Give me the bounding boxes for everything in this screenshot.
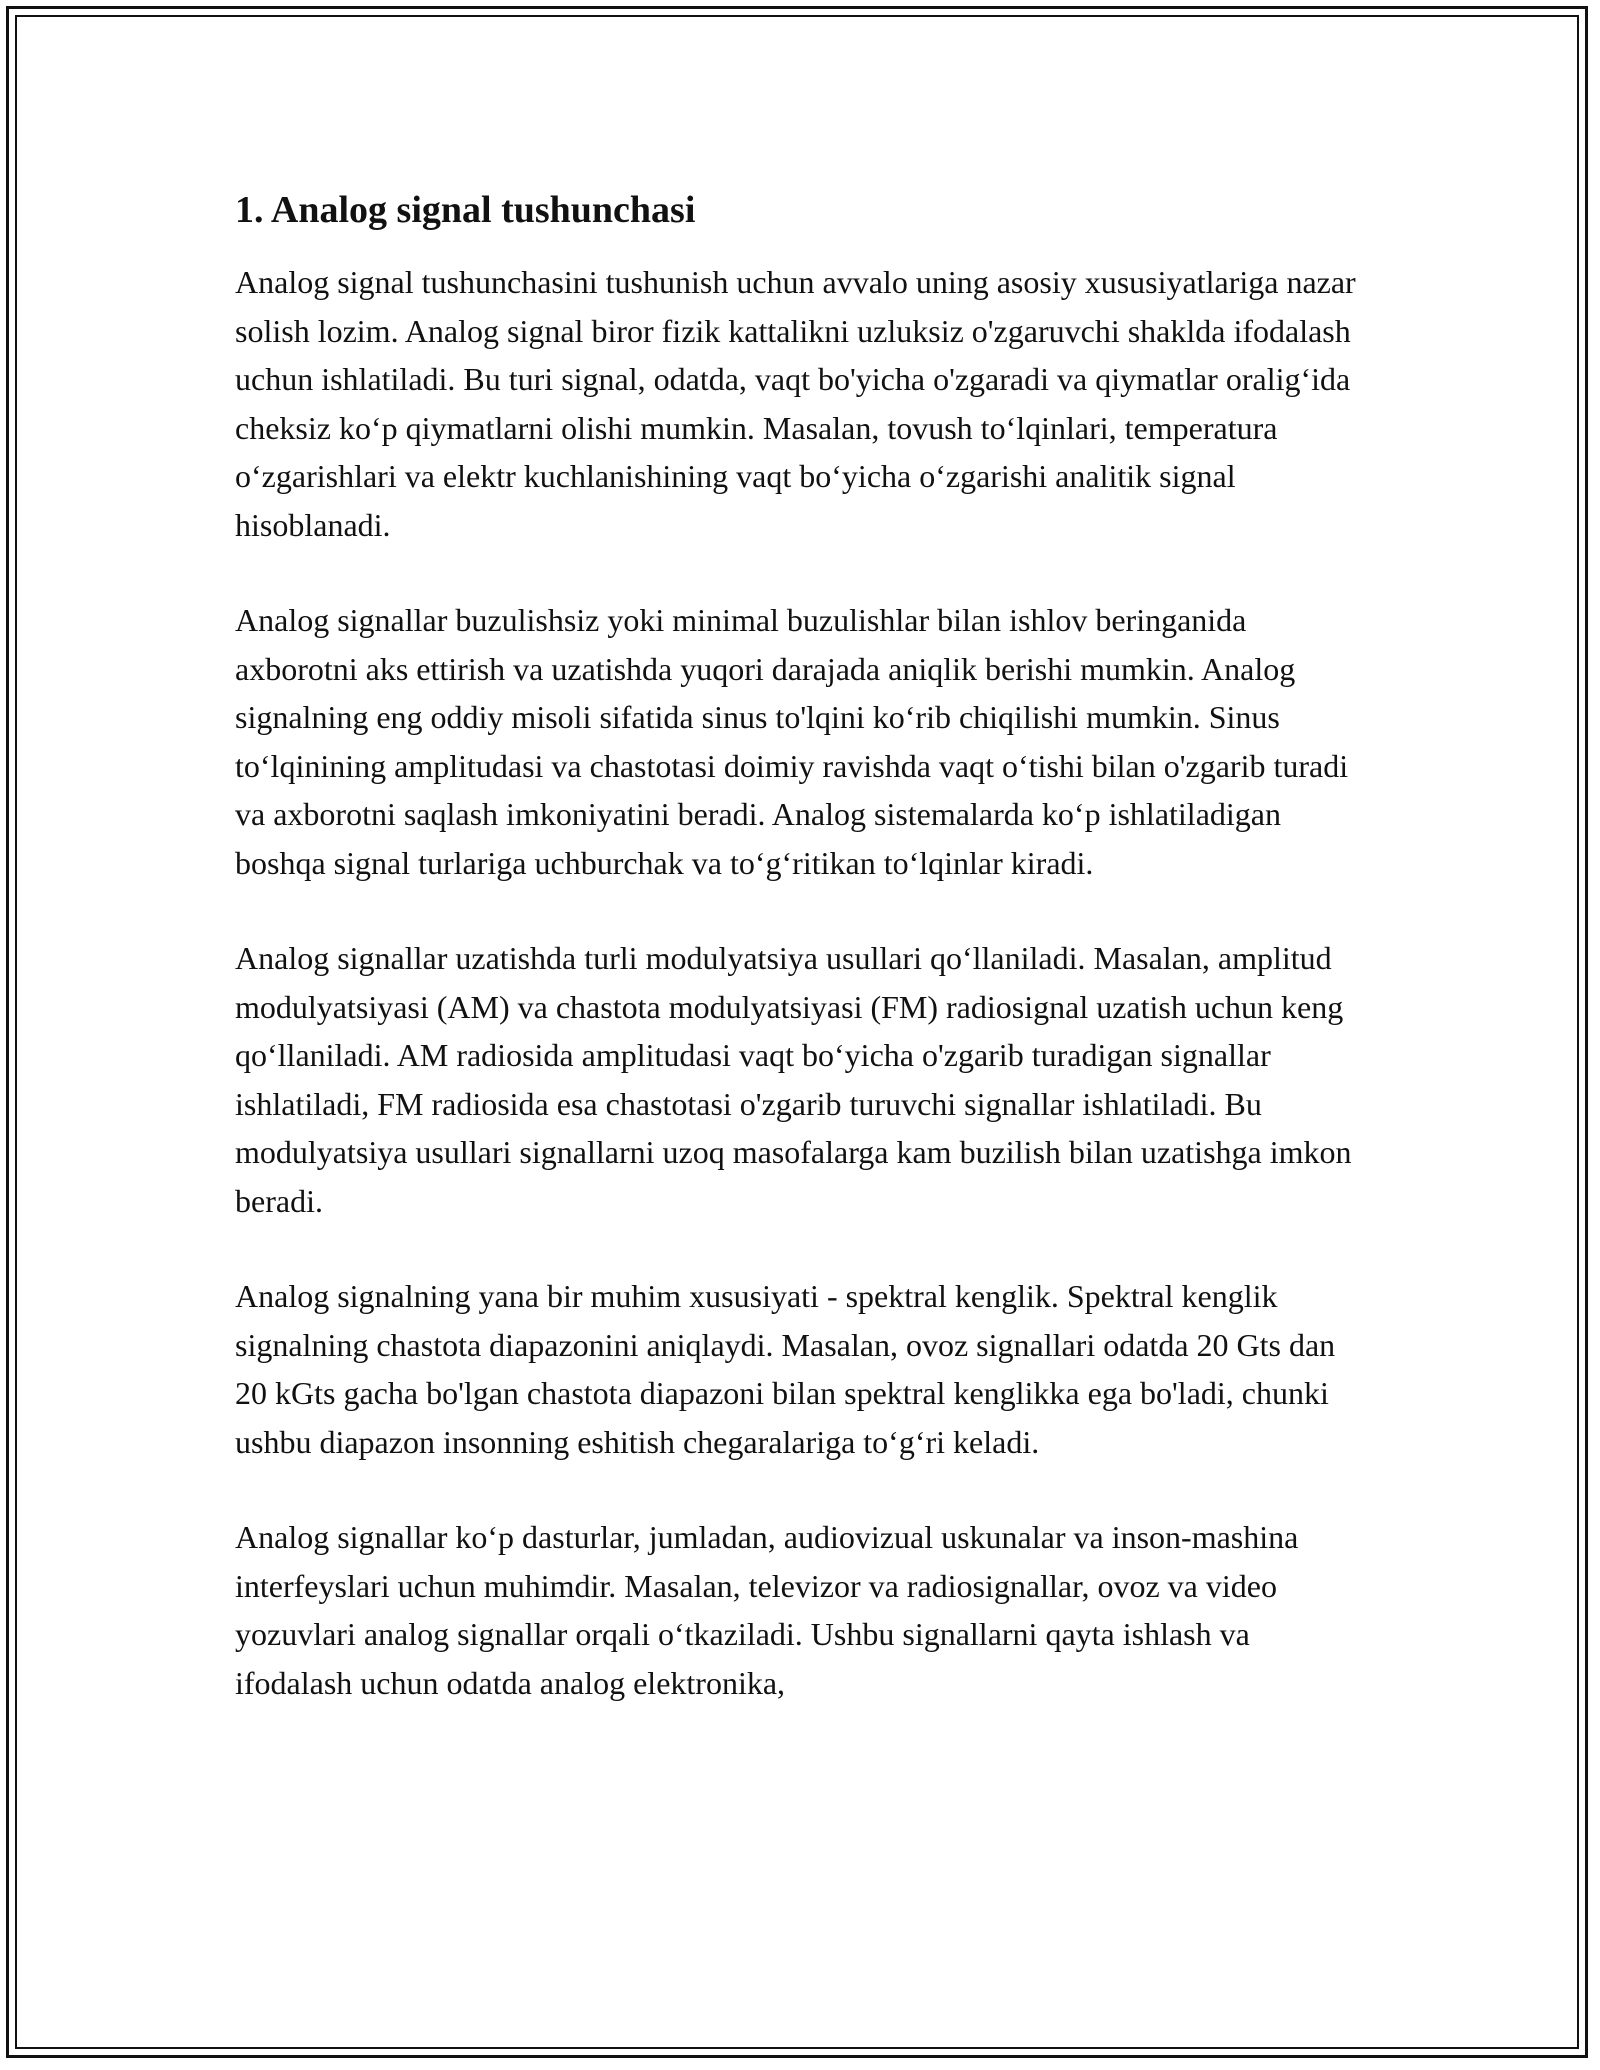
paragraph-2: Analog signallar buzulishsiz yoki minimal buzulishlar bilan ishlov beringanida axborotni aks ettirish va uzatishda yuqori darajada aniqlik berishi mumkin. Analog signalning eng oddiy misoli sifatida sinus to'lqini ko‘rib chiqilishi mumkin. Sinus to‘lqinining amplitudasi va chastotasi doimiy ravishda vaqt o‘tishi bilan o'zgarib turadi va axborotni saqlash imkoniyatini beradi. Analog sistemalarda ko‘p ishlatiladigan boshqa signal turlariga uchburchak va to‘g‘ritikan to‘lqinlar kiradi. bbox=[235, 602, 1349, 881]
document-body bbox=[235, 186, 1365, 1754]
paragraph-1: Analog signal tushunchasini tushunish uchun avvalo uning asosiy xususiyatlariga nazar solish lozim. Analog signal biror fizik kattalikni uzluksiz o'zgaruvchi shakldа ifodalash uchun ishlatiladi. Bu turi signal, odatda, vaqt bo'yicha o'zgaradi va qiymatlar oralig‘ida cheksiz ko‘p qiymatlarni olishi mumkin. Masalan, tovush to‘lqinlari, temperatura o‘zgarishlari va elektr kuchlanishining vaqt bo‘yicha o‘zgarishi analitik signal hisoblanadi. bbox=[235, 264, 1356, 543]
paragraph-3: Analog signallar uzatishda turli modulyatsiya usullari qo‘llaniladi. Masalan, amplitud modulyatsiyasi (AM) va chastota modulyatsiyasi (FM) radiosignal uzatish uchun keng qo‘llaniladi. AM radiosida amplitudasi vaqt bo‘yicha o'zgarib turadigan signallar ishlatiladi, FM radiosida esa chastotasi o'zgarib turuvchi signallar ishlatiladi. Bu modulyatsiya usullari signallarni uzoq masofalarga kam buzilish bilan uzatishga imkon beradi. bbox=[235, 940, 1352, 1219]
paragraph-4: Analog signalning yana bir muhim xususiyati - spektral kenglik. Spektral kenglik signalning chastota diapazonini aniqlaydi. Masalan, ovoz signallari odatda 20 Gts dan 20 kGts gacha bo'lgan chastota diapazoni bilan spektral kenglikka ega bo'ladi, chunki ushbu diapazon insonning eshitish chegaralariga to‘g‘ri keladi. bbox=[235, 1278, 1336, 1460]
section-heading: 1. Analog signal tushunchasi bbox=[235, 189, 696, 231]
paragraph-5: Analog signallar ko‘p dasturlar, jumladan, audiovizual uskunalar va inson-mashina interfeyslari uchun muhimdir. Masalan, televizor va radiosignallar, ovoz va video yozuvlari analog signallar orqali o‘tkaziladi. Ushbu signallarni qayta ishlash va ifodalash uchun odatda analog elektronika, bbox=[235, 1519, 1299, 1701]
